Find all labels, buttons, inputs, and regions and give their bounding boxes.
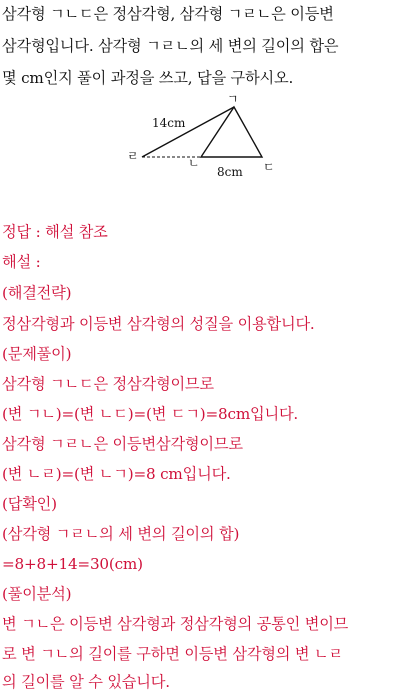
answer-line: 정답 : 해설 참조 (2, 223, 108, 241)
solution-line-9: (삼각형 ㄱㄹㄴ의 세 변의 길이의 합) (2, 525, 240, 543)
solution-line-4: 삼각형 ㄱㄴㄷ은 정삼각형이므로 (2, 375, 214, 393)
triangle-figure (0, 0, 400, 190)
vertex-label-d: ㄷ (263, 160, 275, 174)
solution-line-12: 변 ㄱㄴ은 이등변 삼각형과 정삼각형의 공통인 변이므 (2, 615, 349, 633)
solution-line-3: (문제풀이) (2, 345, 72, 363)
vertex-label-g: ㄱ (227, 92, 239, 106)
solution-line-5: (변 ㄱㄴ)=(변 ㄴㄷ)=(변 ㄷㄱ)=8cm입니다. (2, 405, 299, 423)
problem-line-2: 삼각형입니다. 삼각형 ㄱㄹㄴ의 세 변의 길이의 합은 (2, 37, 339, 55)
solution-line-7: (변 ㄴㄹ)=(변 ㄴㄱ)=8 cm입니다. (2, 465, 231, 483)
triangle-gnd (201, 107, 262, 157)
problem-line-1: 삼각형 ㄱㄴㄷ은 정삼각형, 삼각형 ㄱㄹㄴ은 이등변 (2, 5, 334, 23)
problem-line-3: 몇 cm인지 풀이 과정을 쓰고, 답을 구하시오. (2, 69, 294, 87)
vertex-label-n: ㄴ (188, 156, 200, 170)
vertex-label-r: ㄹ (127, 149, 139, 163)
solution-line-10: =8+8+14=30(cm) (2, 555, 143, 573)
solution-line-2: 정삼각형과 이등변 삼각형의 성질을 이용합니다. (2, 315, 315, 333)
solution-line-1: (해결전략) (2, 284, 72, 302)
side-label-8cm: 8cm (217, 165, 243, 179)
solution-line-11: (풀이분석) (2, 585, 72, 603)
solution-line-14: 의 길이를 알 수 있습니다. (2, 673, 170, 691)
solution-line-6: 삼각형 ㄱㄹㄴ은 이등변삼각형이므로 (2, 435, 243, 453)
side-rg (142, 107, 234, 157)
explanation-heading: 해설 : (2, 253, 41, 271)
solution-line-8: (답확인) (2, 495, 57, 513)
solution-line-13: 로 변 ㄱㄴ의 길이를 구하면 이등변 삼각형의 변 ㄴㄹ (2, 645, 343, 663)
side-label-14cm: 14cm (152, 116, 186, 130)
